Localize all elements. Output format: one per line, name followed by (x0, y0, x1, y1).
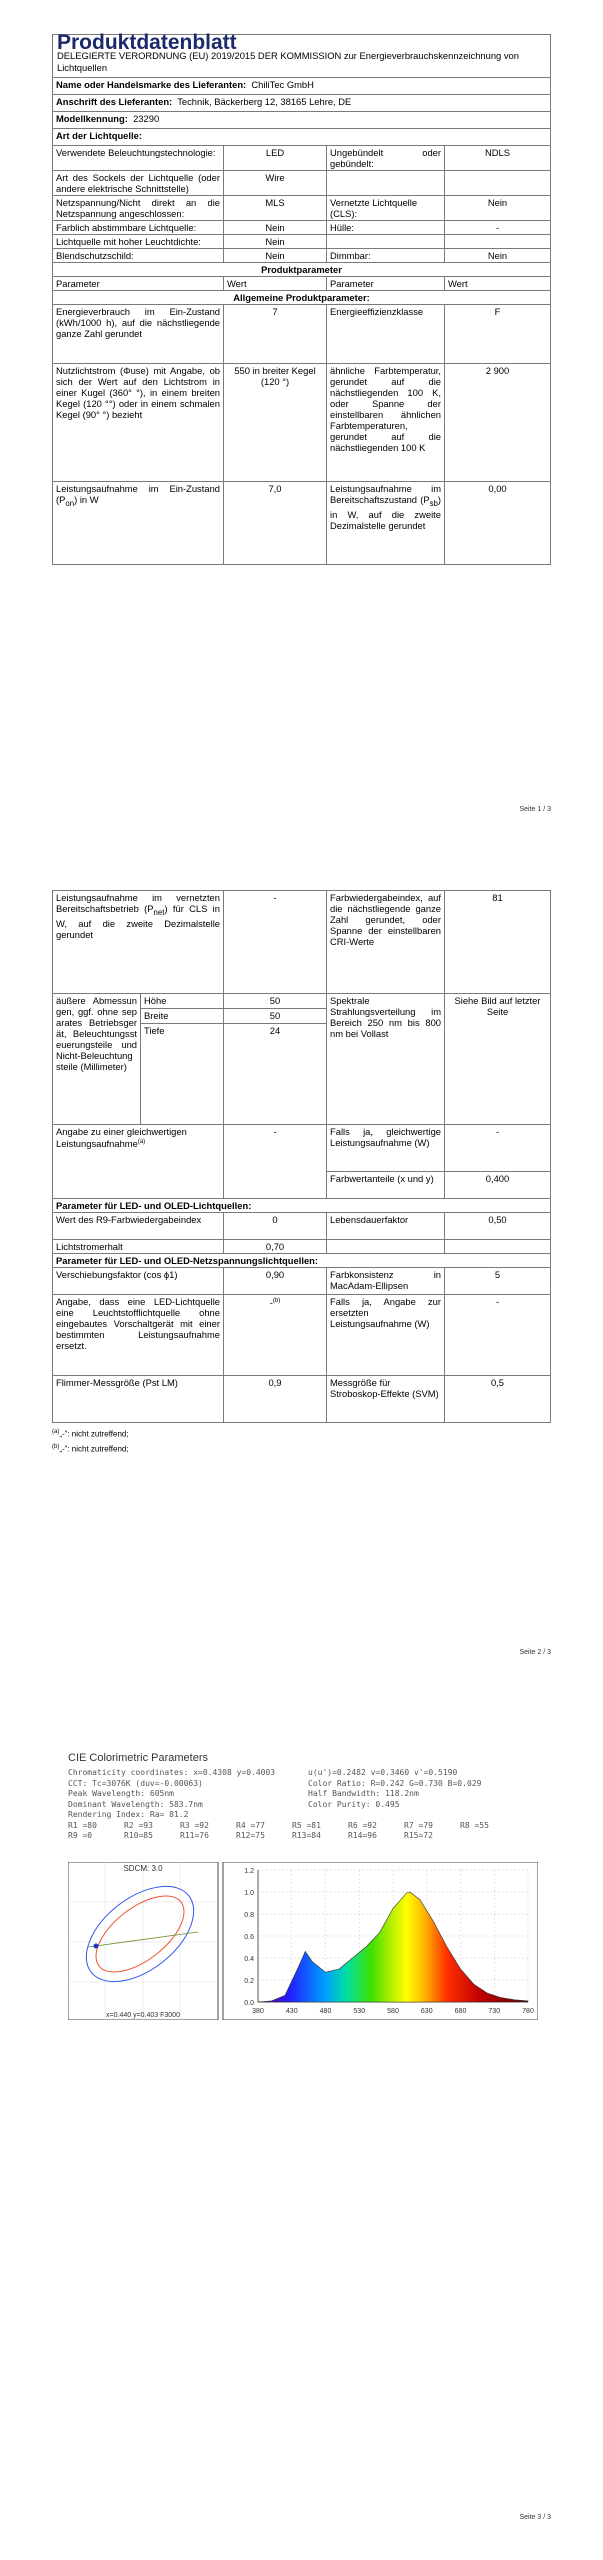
page-title: Produktdatenblatt (57, 31, 237, 54)
cos-phi-value: 0,90 (224, 1268, 327, 1295)
color-consistency-value: 5 (445, 1268, 551, 1295)
x-tick-label: 630 (420, 2008, 433, 2015)
flicker-label: Flimmer-Messgröße (Pst LM) (53, 1376, 224, 1423)
lumen-maintenance-label: Lichtstromerhalt (53, 1240, 224, 1254)
replacement-value: -$^{(b)}$ (224, 1295, 327, 1376)
spectral-label: Spektrale Strahlungsverteilung im Bereich 250 nm bis 800 nm bei Vollast (327, 994, 445, 1125)
cie-title: CIE Colorimetric Parameters (68, 1752, 208, 1764)
footnotes (52, 1426, 550, 1455)
energy-label: Energieverbrauch im Ein-Zustand (kWh/1000 h), auf die nächstliegende ganze Zahl gerundet (53, 305, 224, 364)
standby-power-label: Leistungsaufnahme im Bereitschaftszustand $(P_{sb})$ in W, auf die zweite Dezimalstelle gerundet (327, 482, 445, 565)
cie-row (68, 1810, 538, 1821)
col-header-value: Wert (224, 277, 327, 291)
network-standby-value: - (224, 891, 327, 994)
y-tick-label: 0.2 (244, 1978, 254, 1985)
height-value: 50 (224, 994, 327, 1009)
cie-value-left: Chromaticity coordinates: x=0.4308 y=0.4003 (68, 1768, 276, 1777)
color-tunable-label: Farblich abstimmbare Lichtquelle: (53, 221, 224, 235)
equivalent-w-value: - (445, 1125, 551, 1172)
cie-value-left: CCT: Tc=3076K (duv=-0.00063) (68, 1778, 203, 1788)
socket-value: Wire (224, 171, 327, 196)
flux-value: 550 in breiter Kegel (120 °) (224, 364, 327, 482)
cri-value: 81 (445, 891, 551, 994)
energy-value: 7 (224, 305, 327, 364)
y-tick-label: 0.8 (244, 1912, 254, 1919)
cri-r-value: R7 =79 (404, 1820, 433, 1830)
page-2-footer: Seite 2 / 3 (519, 1649, 551, 1656)
spectrum-chart (223, 1862, 538, 2020)
network-standby-label: Leistungsaufnahme im vernetzten Bereitschaftsbetrieb $(P_{net})$ für CLS in W, auf die zweite Dezimalstelle gerundet (53, 891, 224, 994)
x-tick-label: 430 (285, 2008, 298, 2015)
product-params-heading: Produktparameter (53, 263, 551, 277)
replacement-w-value: - (445, 1295, 551, 1376)
depth-value: 24 (224, 1024, 327, 1125)
cos-phi-label: Verschiebungsfaktor (cos ϕ1) (53, 1268, 224, 1295)
dimmable-label: Dimmbar: (327, 249, 445, 263)
cls-label: Vernetzte Lichtquelle (CLS): (327, 196, 445, 221)
cie-value-left: Peak Wavelength: 605nm (68, 1789, 174, 1798)
cie-value-right: Color Ratio: R=0.242 G=0.730 B=0.029 (308, 1778, 482, 1788)
high-luminance-value: Nein (224, 235, 327, 249)
energy-class-value: F (445, 305, 551, 364)
cie-row (68, 1779, 538, 1790)
cri-r-value: R11=76 (180, 1831, 209, 1840)
stroboscopic-label: Messgröße für Stroboskop-Effekte (SVM) (327, 1376, 445, 1423)
beam-value: NDLS (445, 146, 551, 171)
standby-power-value: 0,00 (445, 482, 551, 565)
mains-label: Netzspannung/Nicht direkt an die Netzspannung angeschlossen: (53, 196, 224, 221)
cls-value: Nein (445, 196, 551, 221)
supplier-name: ChiliTec GmbH (251, 79, 314, 90)
cie-r-row (68, 1831, 538, 1842)
cri-r-value: R3 =92 (180, 1820, 209, 1830)
replacement-w-label: Falls ja, Angabe zur ersetzten Leistungsaufnahme (W) (327, 1295, 445, 1376)
chromaticity-label: Farbwertanteile (x und y) (327, 1172, 445, 1199)
on-power-value: 7,0 (224, 482, 327, 565)
tech-value: LED (224, 146, 327, 171)
r9-label: Wert des R9-Farbwiedergabeindex (53, 1213, 224, 1240)
chromaticity-value: 0,400 (445, 1172, 551, 1199)
cie-row (68, 1800, 538, 1811)
replacement-label: Angabe, dass eine LED-Lichtquelle eine Leuchtstofflichtquelle ohne eingebautes Vorschaltgerät mit einer bestimmten Leistungsaufnahme ersetzt. (53, 1295, 224, 1376)
glare-label: Blendschutzschild: (53, 249, 224, 263)
page-1-footer: Seite 1 / 3 (519, 806, 551, 813)
cri-r-value: R1 =80 (68, 1820, 97, 1830)
x-tick-label: 380 (252, 2008, 264, 2015)
cri-r-value: R10=85 (124, 1831, 153, 1840)
glare-value: Nein (224, 249, 327, 263)
spectrum-x-ticks (252, 2008, 534, 2015)
cie-parameters-panel (68, 1752, 538, 2020)
energy-class-label: Energieeffizienzklasse (327, 305, 445, 364)
supplier-name-label: Name oder Handelsmarke des Lieferanten: (56, 79, 247, 90)
x-tick-label: 780 (522, 2008, 534, 2015)
mains-params-heading: Parameter für LED- und OLED-Netzspannungslichtquellen: (53, 1254, 551, 1268)
sdcm-label: SDCM: 3.0 (123, 1864, 163, 1873)
cri-r-value: R6 =92 (348, 1820, 377, 1830)
cri-r-value: R8 =55 (460, 1820, 489, 1830)
footnote-b: $^{(b)}$„-“: nicht zutreffend; (52, 1443, 129, 1454)
width-value: 50 (224, 1009, 327, 1024)
graphs-area (68, 1862, 538, 2024)
x-tick-label: 580 (387, 2008, 399, 2015)
tech-label: Verwendete Beleuchtungstechnologie: (53, 146, 224, 171)
y-tick-label: 0.6 (244, 1934, 254, 1941)
cri-r-value: R12=75 (236, 1831, 265, 1840)
general-params-heading: Allgemeine Produktparameter: (53, 291, 551, 305)
cri-r-value: R5 =81 (292, 1820, 321, 1830)
supplier-address-label: Anschrift des Lieferanten: (56, 96, 173, 107)
col-header-param: Parameter (327, 277, 445, 291)
cie-value-left: Rendering Index: Ra= 81.2 (68, 1810, 189, 1819)
cie-value-right: Half Bandwidth: 118.2nm (308, 1789, 419, 1798)
light-source-type-heading: Art der Lichtquelle: (53, 129, 551, 146)
regulation-text: DELEGIERTE VERORDNUNG (EU) 2019/2015 DER KOMMISSION zur Energieverbrauchskennzeichnung von Lichtquellen (57, 50, 519, 73)
y-tick-label: 1.0 (244, 1890, 254, 1897)
product-sheet-table-1 (52, 31, 551, 565)
cie-r-row (68, 1821, 538, 1832)
cri-r-value: R9 =0 (68, 1831, 93, 1840)
model-label: Modellkennung: (56, 113, 128, 124)
cct-value: 2 900 (445, 364, 551, 482)
cri-r-value: R15=72 (404, 1831, 433, 1840)
cri-r-value: R14=96 (348, 1831, 377, 1840)
chromaticity-diagram (68, 1862, 218, 2020)
equivalent-w-label: Falls ja, gleichwertige Leistungsaufnahme (W) (327, 1125, 445, 1172)
product-sheet-table-2 (52, 890, 551, 1423)
led-params-heading: Parameter für LED- und OLED-Lichtquellen: (53, 1199, 551, 1213)
dimensions-label: äußere Abmessungen, ggf. ohne separates Betriebsgerät, Beleuchtungssteuerungsteile und Nicht-Beleuchtungsteile (Millimeter) (53, 994, 141, 1125)
cct-label: ähnliche Farbtemperatur, gerundet auf die nächstliegenden 100 K, oder Spanne der einstellbaren ähnlichen Farbtemperaturen, gerundet auf die nächstliegenden 100 K (327, 364, 445, 482)
x-tick-label: 480 (319, 2008, 332, 2015)
cri-label: Farbwiedergabeindex, auf die nächstliegende ganze Zahl gerundet, oder Spanne der einstellbaren CRI-Werte (327, 891, 445, 994)
equivalent-power-label: Angabe zu einer gleichwertigen Leistungsaufnahme$^{(a)}$ (53, 1125, 224, 1199)
page-2 (52, 890, 550, 1455)
page-1 (52, 31, 550, 565)
col-header-value: Wert (445, 277, 551, 291)
flux-label: Nutzlichtstrom (Φuse) mit Angabe, ob sich der Wert auf den Lichtstrom in einer Kugel (360° °), in einem breiten Kegel (120 °°) oder in einem schmalen Kegel (90° °) bezieht (53, 364, 224, 482)
high-luminance-label: Lichtquelle mit hoher Leuchtdichte: (53, 235, 224, 249)
cie-value-right: u(u')=0.2482 v=0.3460 v'=0.5190 (308, 1768, 458, 1777)
y-tick-label: 1.2 (244, 1868, 254, 1875)
r9-value: 0 (224, 1213, 327, 1240)
page-3-footer: Seite 3 / 3 (519, 2514, 551, 2521)
col-header-param: Parameter (53, 277, 224, 291)
model-value: 23290 (133, 113, 160, 124)
xy-readout: x=0.440 y=0.403 F3000 (106, 2012, 180, 2019)
height-label: Höhe (141, 994, 224, 1009)
cie-value-left: Dominant Wavelength: 583.7nm (68, 1799, 203, 1809)
beam-label: Ungebündelt oder gebündelt: (327, 146, 445, 171)
cie-value-right: Color Purity: 0.495 (308, 1799, 400, 1809)
color-tunable-value: Nein (224, 221, 327, 235)
cri-r-value: R4 =77 (236, 1820, 265, 1830)
y-tick-label: 0.4 (244, 1956, 254, 1963)
x-tick-label: 680 (454, 2008, 467, 2015)
cie-row (68, 1789, 538, 1800)
supplier-address: Technik, Bäckerberg 12, 38165 Lehre, DE (177, 96, 352, 107)
flicker-value: 0,9 (224, 1376, 327, 1423)
footnote-a: $^{(a)}$„-“: nicht zutreffend; (52, 1429, 129, 1439)
cie-row (68, 1768, 538, 1779)
cri-r-value: R13=84 (292, 1831, 321, 1840)
stroboscopic-value: 0,5 (445, 1376, 551, 1423)
graphs-svg (68, 1862, 538, 2020)
mains-value: MLS (224, 196, 327, 221)
depth-label: Tiefe (141, 1024, 224, 1125)
equivalent-power-value: - (224, 1125, 327, 1199)
x-tick-label: 730 (488, 2008, 501, 2015)
spectral-value: Siehe Bild auf letzter Seite (445, 994, 551, 1125)
measured-point (94, 1944, 99, 1949)
envelope-label: Hülle: (327, 221, 445, 235)
envelope-value: - (445, 221, 551, 235)
x-tick-label: 530 (353, 2008, 366, 2015)
on-power-label: Leistungsaufnahme im Ein-Zustand $(P_{on})$ in W (53, 482, 224, 565)
dimmable-value: Nein (445, 249, 551, 263)
color-consistency-label: Farbkonsistenz in MacAdam-Ellipsen (327, 1268, 445, 1295)
width-label: Breite (141, 1009, 224, 1024)
socket-label: Art des Sockels der Lichtquelle (oder andere elektrische Schnittstelle) (53, 171, 224, 196)
y-tick-label: 0.0 (244, 2000, 254, 2007)
lifetime-label: Lebensdauerfaktor (327, 1213, 445, 1240)
cie-rows (68, 1768, 538, 1842)
lumen-maintenance-value: 0,70 (224, 1240, 327, 1254)
lifetime-value: 0,50 (445, 1213, 551, 1240)
cri-r-value: R2 =93 (124, 1820, 153, 1830)
